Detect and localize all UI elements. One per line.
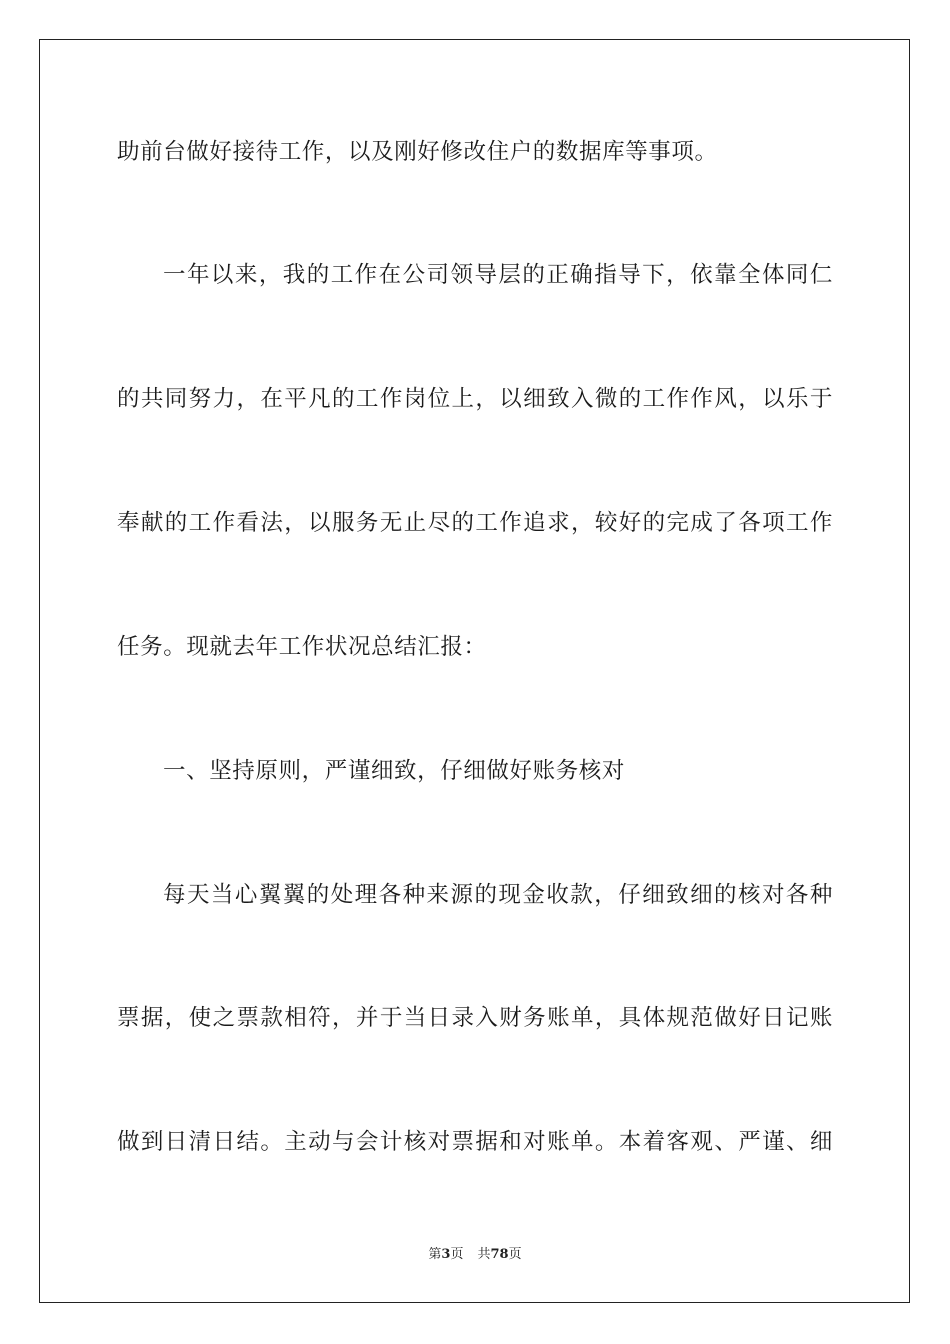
page-number: 3: [441, 1247, 451, 1262]
page-prefix: 第: [428, 1247, 442, 1262]
text-line-4: 奉献的工作看法，以服务无止尽的工作追求，较好的完成了各项工作: [117, 510, 833, 536]
page-footer: [0, 1246, 950, 1264]
total-prefix: 共: [477, 1247, 491, 1262]
section-heading: 一、坚持原则，严谨细致，仔细做好账务核对: [163, 758, 626, 784]
text-line-2: 一年以来，我的工作在公司领导层的正确指导下，依靠全体同仁: [163, 262, 833, 288]
text-line-9: 做到日清日结。主动与会计核对票据和对账单。本着客观、严谨、细: [117, 1129, 833, 1155]
page-suffix: 页: [450, 1247, 464, 1262]
text-line-3: 的共同努力，在平凡的工作岗位上，以细致入微的工作作风，以乐于: [117, 386, 833, 412]
text-line-7: 每天当心翼翼的处理各种来源的现金收款，仔细致细的核对各种: [163, 882, 833, 908]
text-line-5: 任务。现就去年工作状况总结汇报：: [117, 634, 487, 660]
text-line-8: 票据，使之票款相符，并于当日录入财务账单，具体规范做好日记账: [117, 1005, 833, 1031]
total-suffix: 页: [508, 1247, 522, 1262]
page-border: [39, 39, 910, 1303]
total-pages: 78: [490, 1247, 509, 1262]
text-line-1: 助前台做好接待工作，以及刚好修改住户的数据库等事项。: [117, 139, 718, 165]
